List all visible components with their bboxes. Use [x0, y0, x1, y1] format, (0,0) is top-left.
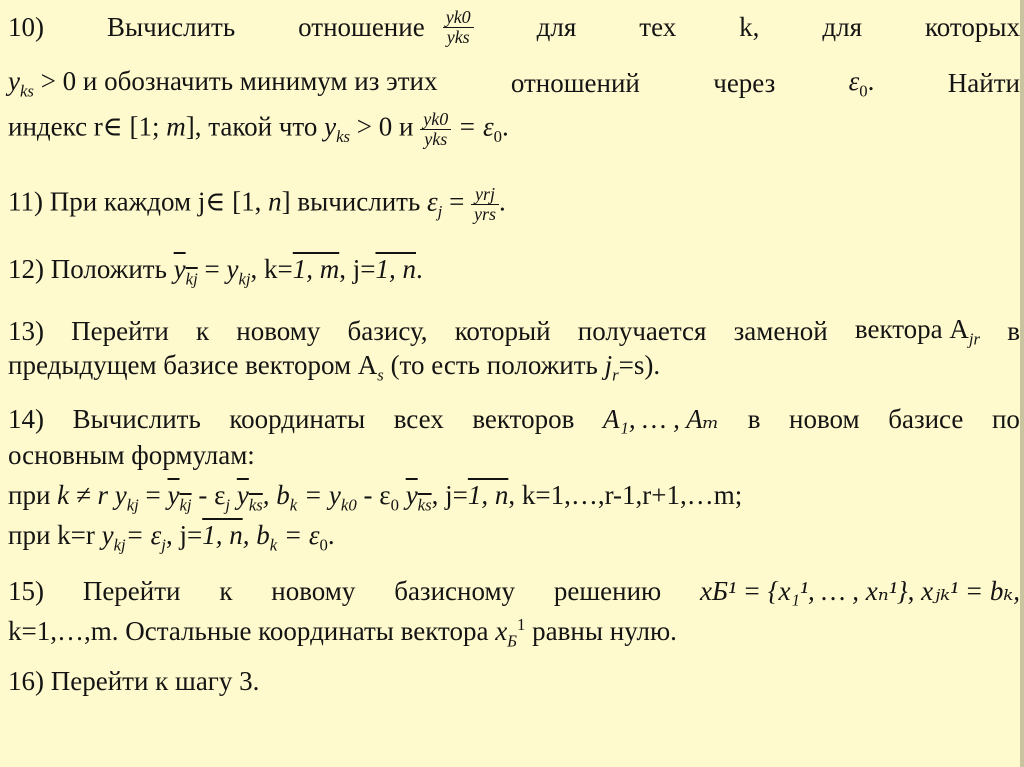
- fraction-yrj-yrs: $\frac{\text{yrj}}{\text{yrs}}$: [471, 185, 499, 224]
- step11-line: 11) При каждом j∈ [1, n] вычислить $\varepsilon_j$ = $\frac{\text{yrj}}{\text{yrs}}$ .: [8, 184, 506, 224]
- step15-word: Перейти: [82, 576, 181, 606]
- step10-word: для: [822, 11, 863, 42]
- step10-ratio-group: [298, 8, 474, 47]
- step13-word: в: [1007, 316, 1020, 347]
- step14-word: в: [747, 404, 761, 434]
- step15-word: 15): [8, 576, 44, 606]
- step14-word: Вычислить: [72, 404, 201, 434]
- step13-word: получается: [577, 316, 707, 347]
- step13-word: новому: [236, 316, 321, 347]
- step14-word: базисе: [888, 404, 964, 434]
- step13-line2: предыдущем базисе вектором $A_s$ (то есть положить $j_r=s$).: [8, 350, 661, 385]
- overlined-yks: $y_{ks}$: [405, 480, 432, 515]
- step10-word: отношений: [510, 68, 640, 99]
- step14-word: координаты: [229, 404, 366, 434]
- step14-line4: при k=r $y_{kj}= \varepsilon_j$, j=1, n, $b_k = \varepsilon_0$.: [8, 520, 335, 555]
- overlined-yks: $y_{ks}$: [236, 480, 263, 515]
- step14-line1: [8, 404, 1020, 435]
- step13-word: 13): [8, 316, 44, 347]
- step14-word: всех: [393, 404, 444, 434]
- step13-word: к: [195, 316, 210, 347]
- step13-word: который: [454, 316, 551, 347]
- step14-word: новом: [789, 404, 860, 434]
- overlined-ykj: $y_{kj}$: [167, 480, 192, 515]
- step10-word: тех: [639, 11, 677, 42]
- step10-word: для: [536, 11, 577, 42]
- overlined-ykj: $y_{kj}$: [173, 254, 198, 289]
- step10-word: Найти: [947, 68, 1020, 99]
- step15-line2: k=1,…,m. Остальные координаты вектора $x_Б^1$ равны нулю.: [8, 615, 677, 651]
- step16-line: 16) Перейти к шагу 3.: [8, 666, 260, 696]
- step10-line2-left: $y_{ks} > 0$ и обозначить минимум из этих: [8, 66, 438, 101]
- step10-label: 10): [8, 11, 44, 42]
- step13-line1: [8, 314, 1020, 349]
- step14-word: по: [991, 404, 1020, 434]
- step14-vectors-math: A₁, … , Aₘ: [602, 404, 720, 434]
- step15-solution-math: xБ¹ = {x₁¹, … , xₙ¹}, xⱼₖ¹ = bₖ,: [700, 576, 1020, 606]
- step12-line: 12) Положить $y_{kj} = y_{kj}$, k=1, m, j=1, n.: [8, 254, 423, 289]
- step15-word: решению: [553, 576, 662, 606]
- step13-vector-group: вектора $A_{jr}$: [854, 314, 981, 349]
- step10-word: которых: [925, 11, 1020, 42]
- epsilon-zero: $\varepsilon_0$.: [848, 66, 875, 101]
- step15-word: базисному: [394, 576, 516, 606]
- step10-line1: [8, 8, 1020, 47]
- step13-word: базису,: [347, 316, 428, 347]
- step14-line3: при k ≠ r $y_{kj} = y_{kj} - \varepsilon_j$ $y_{ks}$, $b_k = y_{k0} - \varepsilon_0$ $y_{ks}$, j=1, n, k=1,…,r-1,r+1,…m;: [8, 480, 743, 515]
- step14-word: векторов: [472, 404, 575, 434]
- step10-word: Вычислить: [106, 11, 236, 42]
- step15-word: к: [219, 576, 233, 606]
- step10-line2: [8, 66, 1020, 101]
- step14-word: 14): [8, 404, 44, 434]
- step10-word: через: [713, 68, 776, 99]
- slide-edge: [1020, 0, 1024, 767]
- step13-word: заменой: [733, 316, 828, 347]
- fraction-yk0-yks: $\frac{yk0}{\text{yks}}$: [420, 110, 451, 149]
- step13-word: Перейти: [71, 316, 169, 347]
- step10-line3: индекс r∈ [1; m], такой что $y_{ks} > 0$ и $\frac{yk0}{\text{yks}}$ = $\varepsilon_0$.: [8, 109, 509, 149]
- step10-word: отношение: [298, 11, 425, 42]
- step14-line2: основным формулам:: [8, 440, 255, 470]
- step15-line1: [8, 576, 1020, 607]
- step15-word: новому: [271, 576, 356, 606]
- fraction-yk0-yks: $\frac{yk0}{\text{yks}}$: [443, 8, 474, 47]
- step10-word: k,: [739, 11, 760, 42]
